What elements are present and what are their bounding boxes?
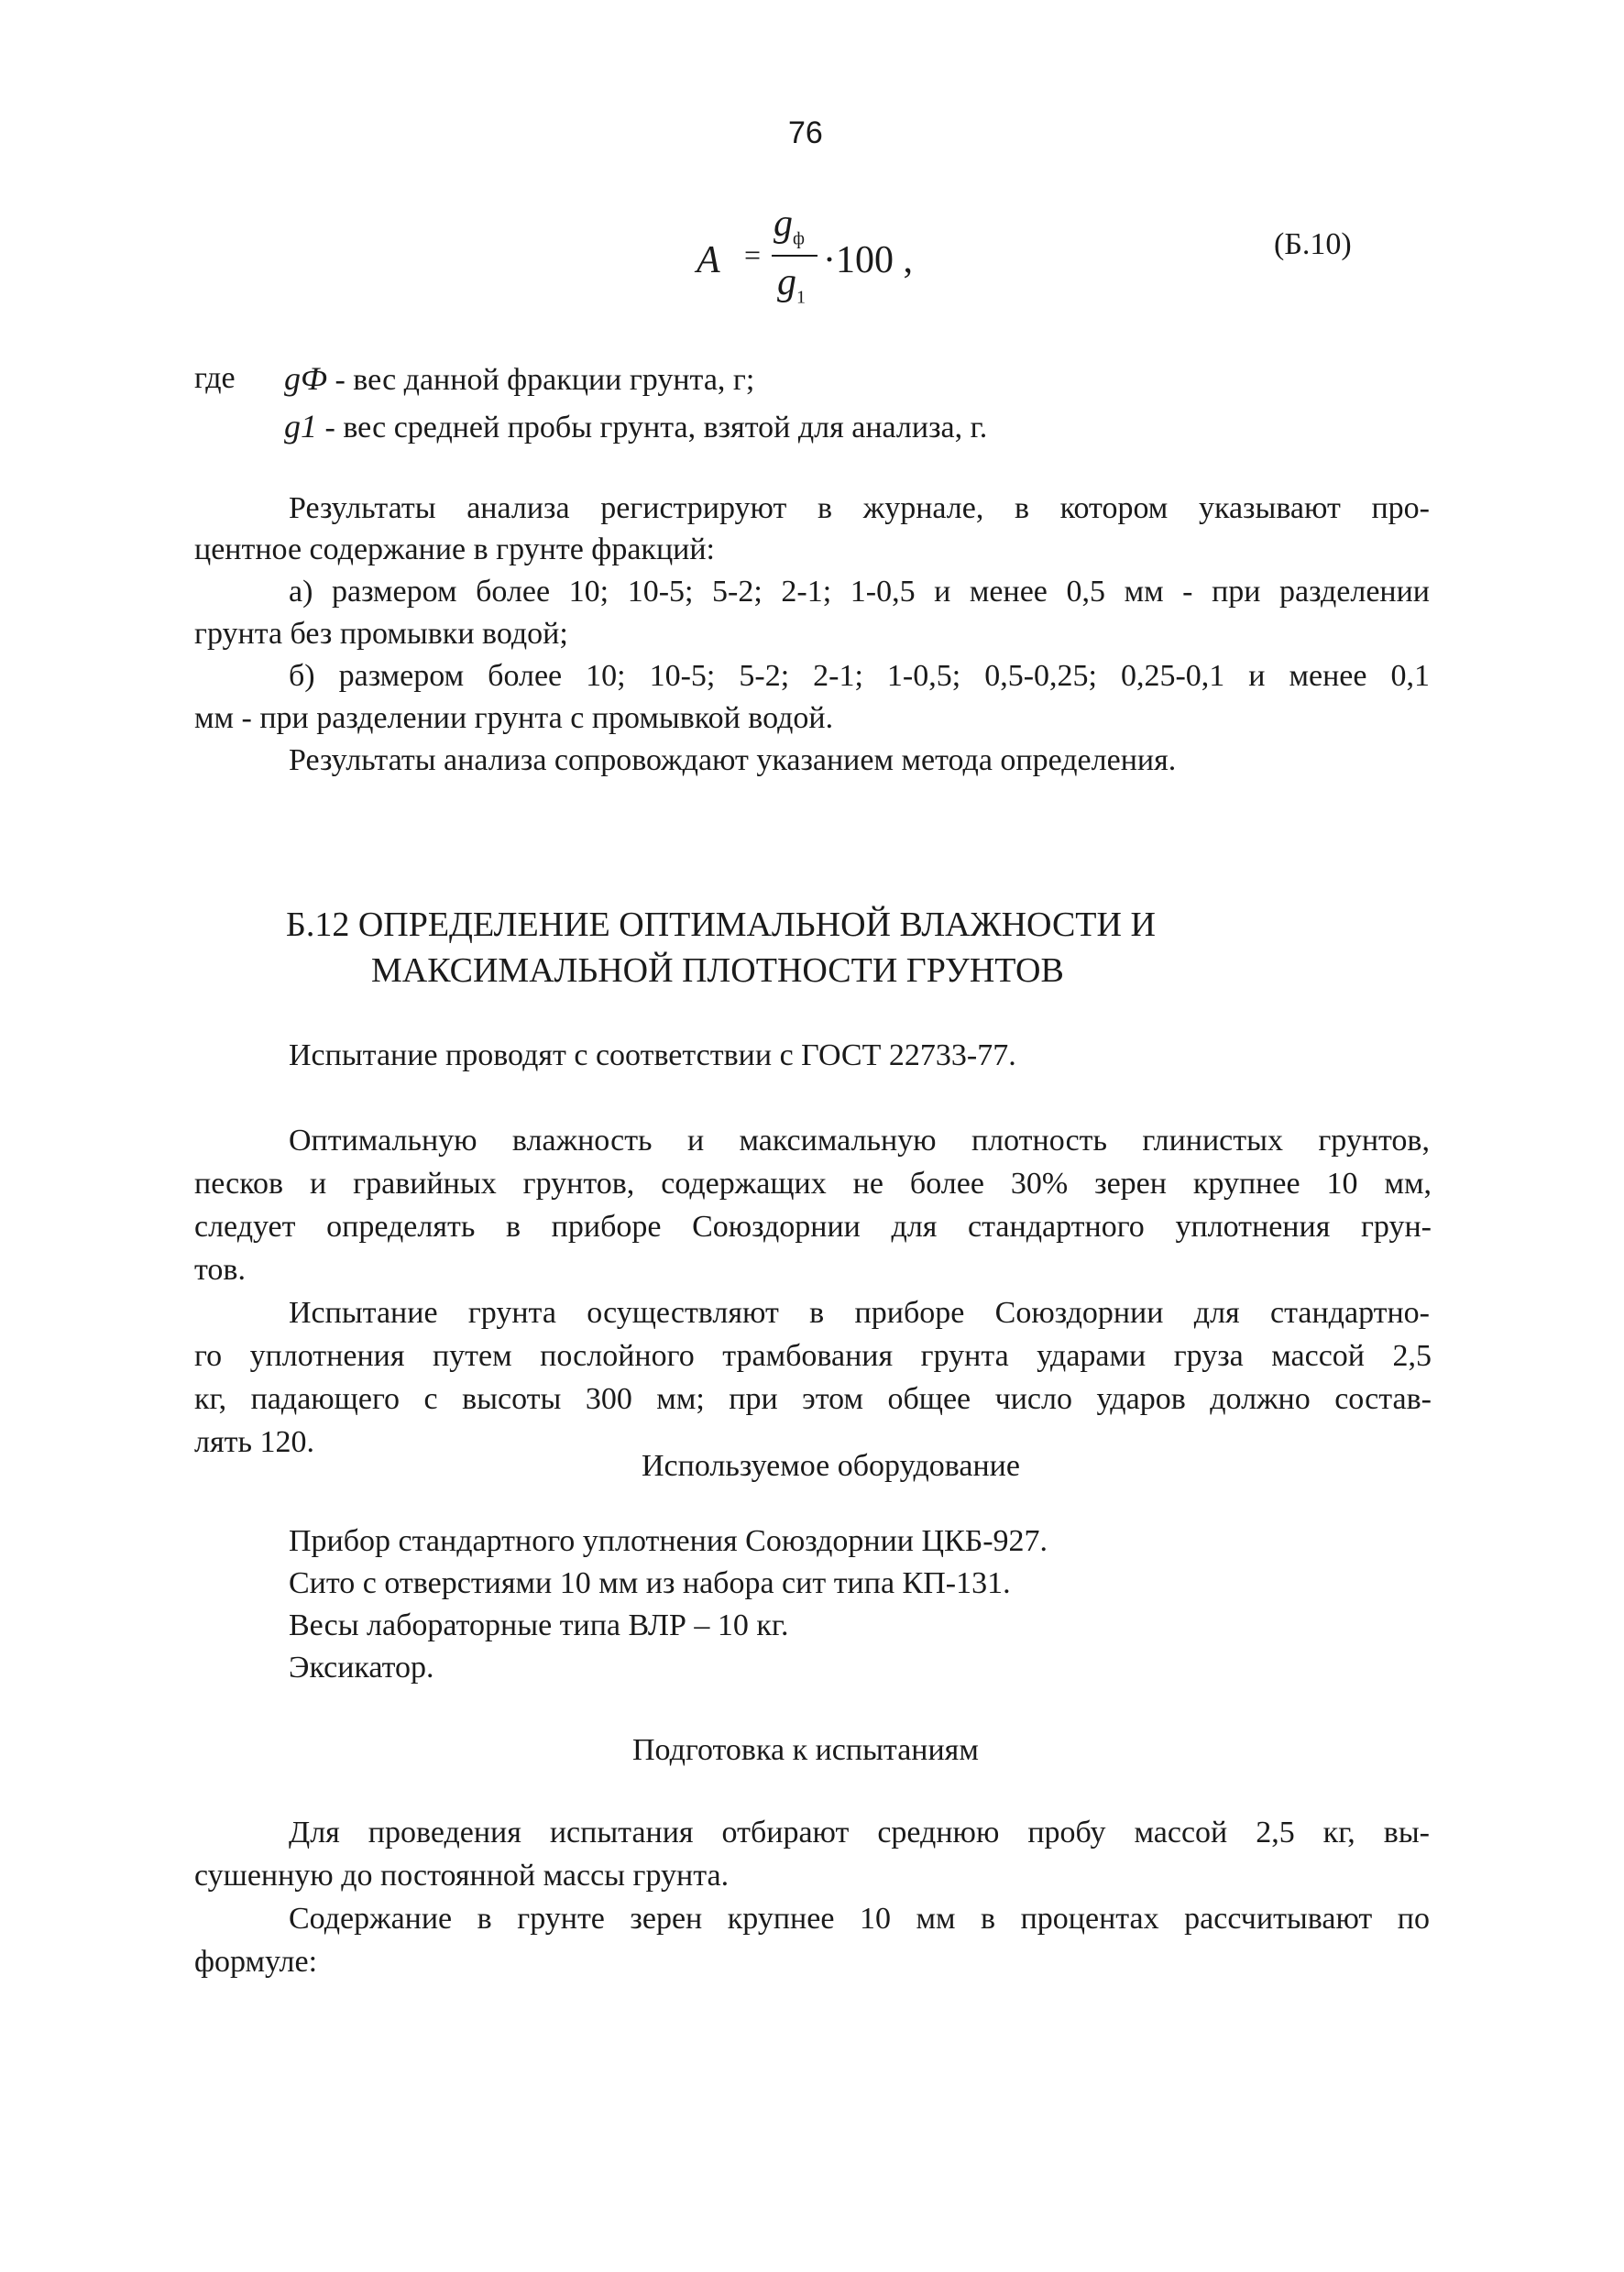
results-line-4: грунта без промывки водой;	[194, 617, 568, 651]
where-item-1: gФ - вес данной фракции грунта, г;	[284, 360, 755, 397]
preparation-heading: Подготовка к испытаниям	[632, 1733, 979, 1767]
section-title-line-1: Б.12 ОПРЕДЕЛЕНИЕ ОПТИМАЛЬНОЙ ВЛАЖНОСТИ И	[286, 906, 1156, 944]
formula-label: (Б.10)	[1274, 227, 1352, 261]
equipment-item-4: Эксикатор.	[289, 1651, 434, 1685]
results-line-7: Результаты анализа сопровождают указанием метода определения.	[289, 743, 1177, 777]
results-line-1: Результаты анализа регистрируют в журнале, в котором указывают про-	[289, 491, 1430, 525]
formula-multiplier: ·100 ,	[823, 239, 913, 281]
section-title-line-2: МАКСИМАЛЬНОЙ ПЛОТНОСТИ ГРУНТОВ	[371, 951, 1064, 990]
standard-reference: Испытание проводят с соответствии с ГОСТ 22733-77.	[289, 1038, 1016, 1072]
para1-line-3: следует определять в приборе Союздорнии для стандартного уплотнения грун-	[194, 1210, 1432, 1244]
para2-line-1: Испытание грунта осуществляют в приборе Союздорнии для стандартно-	[289, 1296, 1430, 1330]
formula-numerator: $g_ф$	[774, 203, 805, 249]
page-number: 76	[788, 115, 823, 150]
equipment-heading: Используемое оборудование	[642, 1449, 1020, 1483]
where-word: где	[194, 361, 236, 395]
formula-denominator: $g_1$	[777, 261, 806, 308]
para3-line-1: Для проведения испытания отбирают среднюю пробу массой 2,5 кг, вы-	[289, 1816, 1430, 1849]
para1-line-1: Оптимальную влажность и максимальную плотность глинистых грунтов,	[289, 1124, 1430, 1158]
where-item-2: g1 - вес средней пробы грунта, взятой для анализа, г.	[284, 408, 988, 445]
para4-line-1: Содержание в грунте зерен крупнее 10 мм в процентах рассчитывают по	[289, 1902, 1430, 1936]
para2-line-3: кг, падающего с высоты 300 мм; при этом общее число ударов должно состав-	[194, 1382, 1432, 1416]
equipment-item-1: Прибор стандартного уплотнения Союздорнии ЦКБ-927.	[289, 1524, 1048, 1558]
results-line-6: мм - при разделении грунта с промывкой водой.	[194, 701, 834, 735]
formula-b10	[697, 202, 971, 312]
para3-line-2: сушенную до постоянной массы грунта.	[194, 1859, 730, 1893]
para2-line-2: го уплотнения путем послойного трамбования грунта ударами груза массой 2,5	[194, 1339, 1432, 1373]
results-line-3: а) размером более 10; 10-5; 5-2; 2-1; 1-0,5 и менее 0,5 мм - при разделении	[289, 575, 1430, 609]
results-line-5: б) размером более 10; 10-5; 5-2; 2-1; 1-0,5; 0,5-0,25; 0,25-0,1 и менее 0,1	[289, 659, 1430, 693]
para1-line-4: тов.	[194, 1253, 246, 1287]
equipment-item-2: Сито с отверстиями 10 мм из набора сит типа КП-131.	[289, 1566, 1011, 1600]
formula-fraction-bar	[772, 255, 817, 257]
para4-line-2: формуле:	[194, 1945, 318, 1979]
results-line-2: центное содержание в грунте фракций:	[194, 532, 715, 566]
para1-line-2: песков и гравийных грунтов, содержащих не более 30% зерен крупнее 10 мм,	[194, 1167, 1432, 1201]
para2-line-4: лять 120.	[194, 1425, 314, 1459]
formula-equals: =	[744, 238, 762, 271]
equipment-item-3: Весы лабораторные типа ВЛР – 10 кг.	[289, 1608, 789, 1642]
formula-lhs: A	[697, 239, 720, 281]
